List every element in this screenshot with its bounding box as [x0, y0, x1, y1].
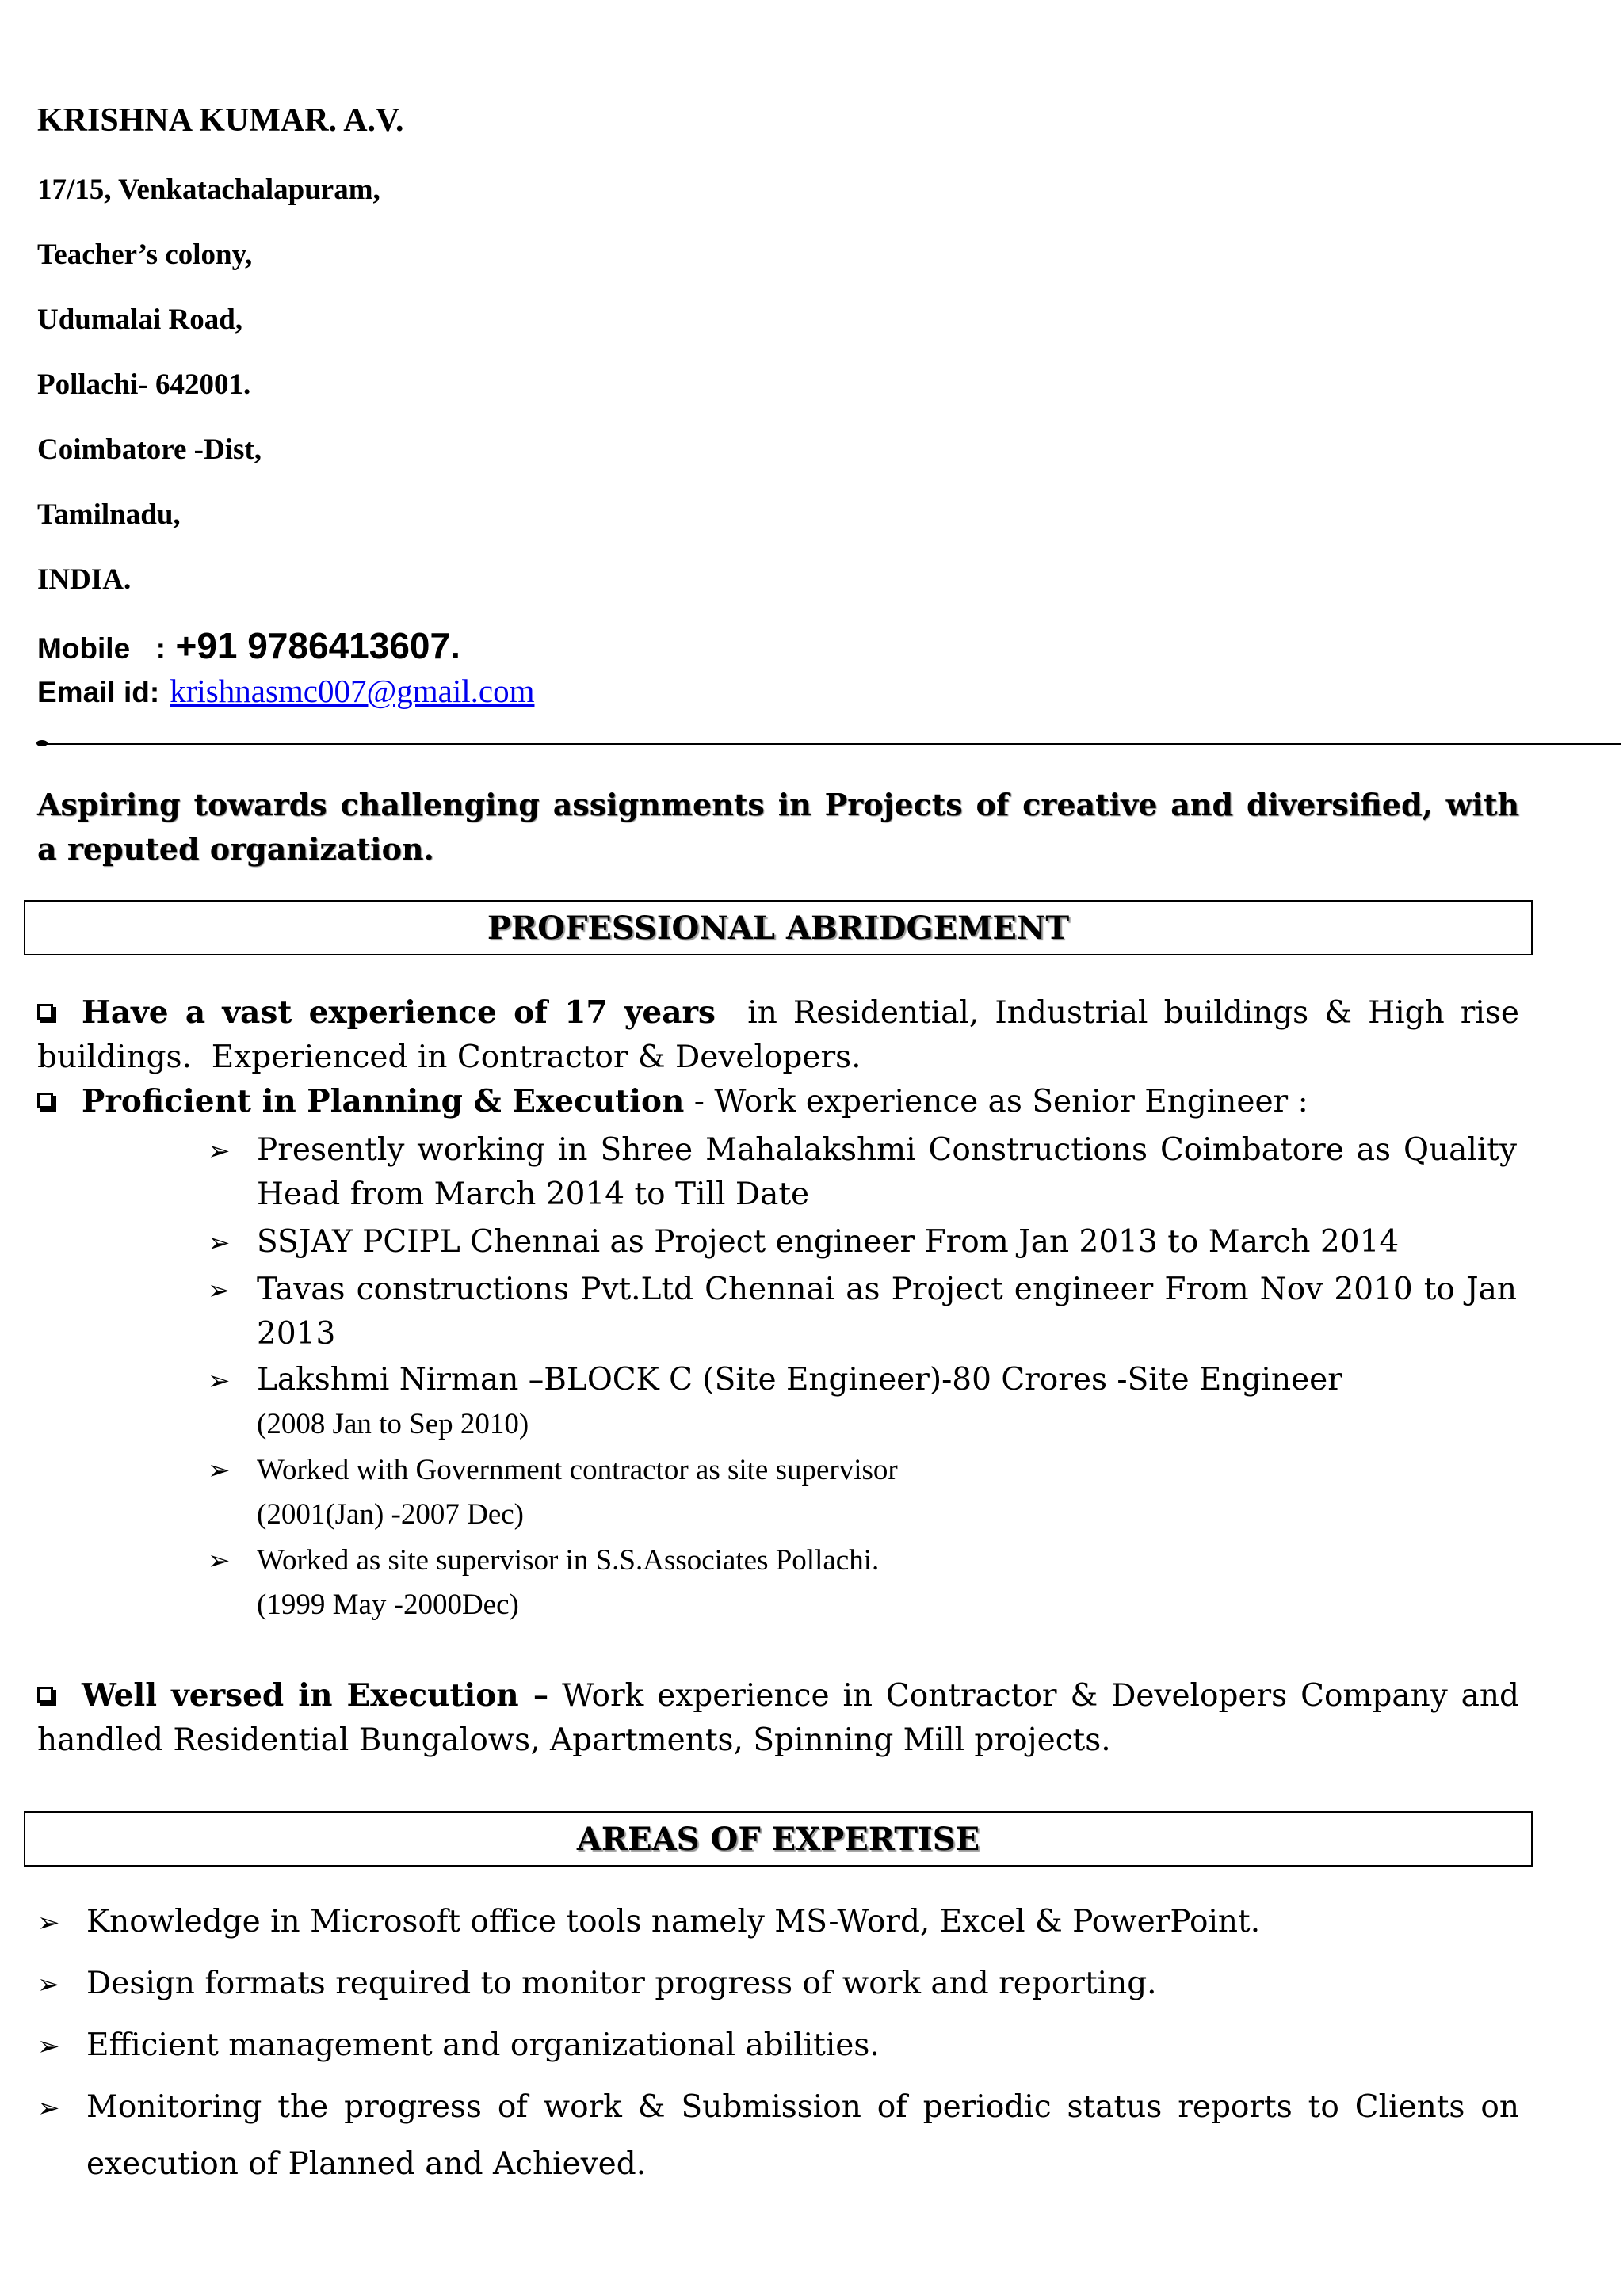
address-line-3: Udumalai Road,	[37, 303, 243, 336]
arrow-bullet-icon: ➢	[37, 1907, 60, 1939]
expertise-item: ➢ Efficient management and organizational abilities.	[37, 2017, 1519, 2075]
career-objective: Aspiring towards challenging assignments in Projects of creative and diversified, with a reputed organization.	[37, 787, 1519, 867]
mobile-line	[37, 624, 460, 667]
arrow-bullet-icon: ➢	[208, 1455, 231, 1486]
mobile-label: Mobile :	[37, 632, 166, 665]
section-professional-abridgement	[24, 900, 1533, 955]
arrow-bullet-icon: ➢	[208, 1275, 231, 1306]
header-divider	[41, 743, 1621, 745]
checkbox-bullet-icon	[37, 1004, 53, 1020]
expertise-item: ➢ Monitoring the progress of work & Submission of periodic status reports to Clients on execution of Planned and Achieved.	[37, 2079, 1519, 2193]
arrow-bullet-icon: ➢	[208, 1135, 231, 1167]
expertise-item: ➢ Design formats required to monitor progress of work and reporting.	[37, 1955, 1519, 2013]
arrow-bullet-icon: ➢	[208, 1545, 231, 1577]
address-line-7: INDIA.	[37, 563, 132, 596]
checkbox-bullet-icon	[37, 1687, 53, 1703]
job-period: (1999 May -2000Dec)	[257, 1589, 519, 1621]
job-item: ➢ SSJAY PCIPL Chennai as Project engineer From Jan 2013 to March 2014	[208, 1220, 1519, 1265]
section-areas-of-expertise	[24, 1811, 1533, 1867]
summary-bullet-execution: Well versed in Execution – Work experience in Contractor & Developers Company and handled Residential Bungalows, Apartments, Spinning Mill projects.	[37, 1677, 1519, 1758]
arrow-bullet-icon: ➢	[37, 1969, 60, 2000]
section-title: PROFESSIONAL ABRIDGEMENT	[487, 909, 1070, 947]
job-item: ➢ Lakshmi Nirman –BLOCK C (Site Engineer)-80 Crores -Site Engineer	[208, 1358, 1519, 1403]
arrow-bullet-icon: ➢	[208, 1227, 231, 1259]
mobile-number: +91 9786413607.	[175, 625, 460, 666]
job-item: ➢ Presently working in Shree Mahalakshmi Constructions Coimbatore as Quality Head from March 2014 to Till Date	[208, 1128, 1519, 1217]
arrow-bullet-icon: ➢	[208, 1365, 231, 1397]
arrow-bullet-icon: ➢	[37, 2092, 60, 2124]
job-period: (2008 Jan to Sep 2010)	[257, 1408, 529, 1440]
summary-bullet-planning: Proficient in Planning & Execution - Work experience as Senior Engineer :	[37, 1079, 1519, 1124]
address-line-4: Pollachi- 642001.	[37, 368, 251, 401]
email-line	[37, 672, 534, 710]
section-title: AREAS OF EXPERTISE	[576, 1820, 980, 1858]
job-item: ➢ Worked with Government contractor as site supervisor	[208, 1448, 1519, 1493]
email-link[interactable]: krishnasmc007@gmail.com	[170, 673, 535, 709]
email-label: Email id:	[37, 676, 160, 708]
address-line-2: Teacher’s colony,	[37, 238, 253, 271]
summary-bullet-experience: Have a vast experience of 17 years in Residential, Industrial buildings & High rise buildings. Experienced in Contractor & Developers.	[37, 994, 1529, 1075]
address-line-5: Coimbatore -Dist,	[37, 433, 262, 466]
candidate-name: KRISHNA KUMAR. A.V.	[37, 102, 404, 139]
address-line-6: Tamilnadu,	[37, 498, 181, 531]
divider-dot	[36, 740, 48, 746]
arrow-bullet-icon: ➢	[37, 2031, 60, 2062]
checkbox-bullet-icon	[37, 1093, 53, 1108]
job-item: ➢ Tavas constructions Pvt.Ltd Chennai as Project engineer From Nov 2010 to Jan 2013	[208, 1268, 1519, 1356]
job-period: (2001(Jan) -2007 Dec)	[257, 1498, 524, 1531]
job-item: ➢ Worked as site supervisor in S.S.Associates Pollachi.	[208, 1539, 1519, 1583]
expertise-item: ➢ Knowledge in Microsoft office tools namely MS-Word, Excel & PowerPoint.	[37, 1894, 1519, 1951]
address-line-1: 17/15, Venkatachalapuram,	[37, 174, 380, 206]
